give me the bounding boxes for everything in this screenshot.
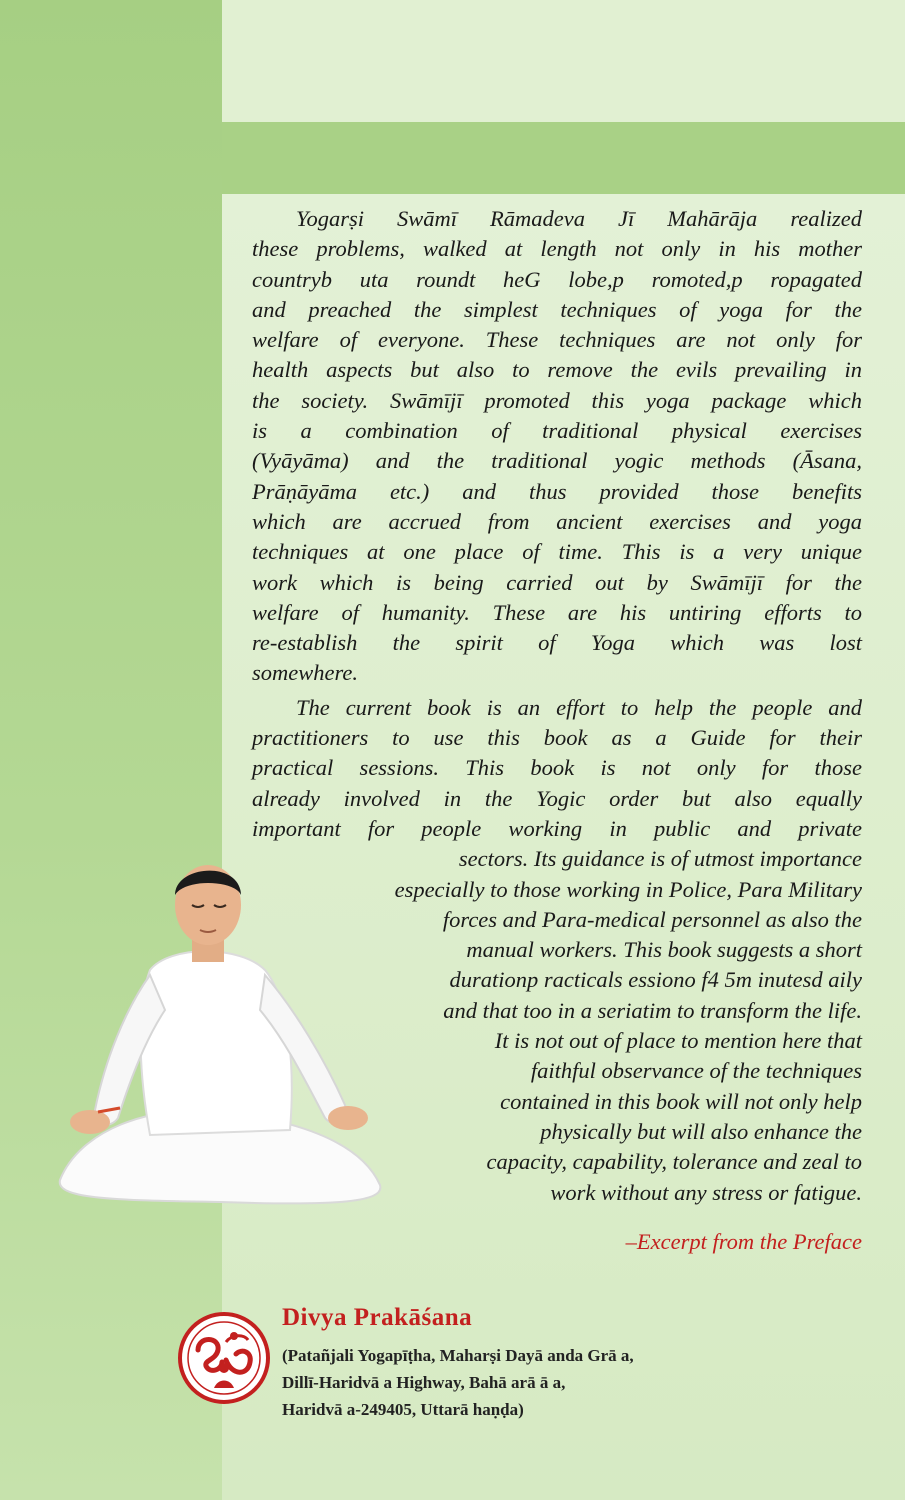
text-line: countryb uta roundt heG lobe,p romoted,p ropagated [252,266,862,292]
text-line: work which is being carried out by Swāmījī for the [252,569,862,595]
text-line: is a combination of traditional physical exercises [252,418,862,444]
text-line: faithful observance of the techniques [530,1058,862,1084]
publisher-om-logo [176,1310,272,1406]
text-line: welfare of humanity. These are his untiring efforts to [252,599,862,625]
preface-excerpt-text [252,204,862,1208]
text-line: Yogarṣi Swāmī Rāmadeva Jī Mahārāja realized [296,206,862,231]
text-line: manual workers. This book suggests a short [466,937,862,963]
publisher-name: Divya Prakāśana [282,1304,473,1331]
text-line: The current book is an effort to help the people and [296,694,862,720]
mid-green-band [222,122,905,194]
text-line: contained in this book will not only help [500,1088,862,1114]
text-line: (Vyāyāma) and the traditional yogic methods (Āsana, [252,448,862,474]
text-line: welfare of everyone. These techniques are not only for [252,327,862,353]
text-line: Prāṇāyāma etc.) and thus provided those benefits [252,478,862,504]
text-line: physically but will also enhance the [540,1118,862,1144]
left-green-band [0,0,222,1500]
address-line: Haridvā a-249405, Uttarā haṇḍa) [282,1400,524,1419]
text-line: durationp racticals essiono f4 5m inutesd aily [449,967,862,993]
address-line: (Patañjali Yogapīṭha, Maharṣi Dayā anda Grā a, [282,1346,634,1365]
address-line: Dillī-Haridvā a Highway, Bahā arā ā a, [282,1373,566,1392]
text-line: practical sessions. This book is not only for those [252,755,862,781]
text-line: especially to those working in Police, Para Military [394,876,862,902]
text-line: work without any stress or fatigue. [550,1179,862,1205]
text-line: techniques at one place of time. This is a very unique [252,539,862,565]
publisher-address [282,1342,634,1423]
text-line: sectors. Its guidance is of utmost importance [458,846,862,872]
text-line: important for people working in public and private [252,815,862,841]
text-line: the society. Swāmījī promoted this yoga package which [252,387,862,413]
text-line: practitioners to use this book as a Guide for their [252,725,862,751]
text-line: re-establish the spirit of Yoga which was lost [252,630,862,656]
text-line: already involved in the Yogic order but also equally [252,785,862,811]
text-line: and preached the simplest techniques of yoga for the [252,296,862,322]
text-line: forces and Para-medical personnel as also the [442,906,862,932]
text-line: health aspects but also to remove the evils prevailing in [252,357,862,383]
text-line: which are accrued from ancient exercises and yoga [252,508,862,534]
text-line: somewhere. [252,660,359,686]
top-light-strip [222,0,905,122]
text-line: capacity, capability, tolerance and zeal to [486,1149,862,1175]
excerpt-attribution: –Excerpt from the Preface [625,1229,862,1254]
text-line: It is not out of place to mention here that [494,1028,862,1054]
text-line: and that too in a seriatim to transform the life. [443,997,862,1023]
text-line: these problems, walked at length not only in his mother [252,236,862,262]
